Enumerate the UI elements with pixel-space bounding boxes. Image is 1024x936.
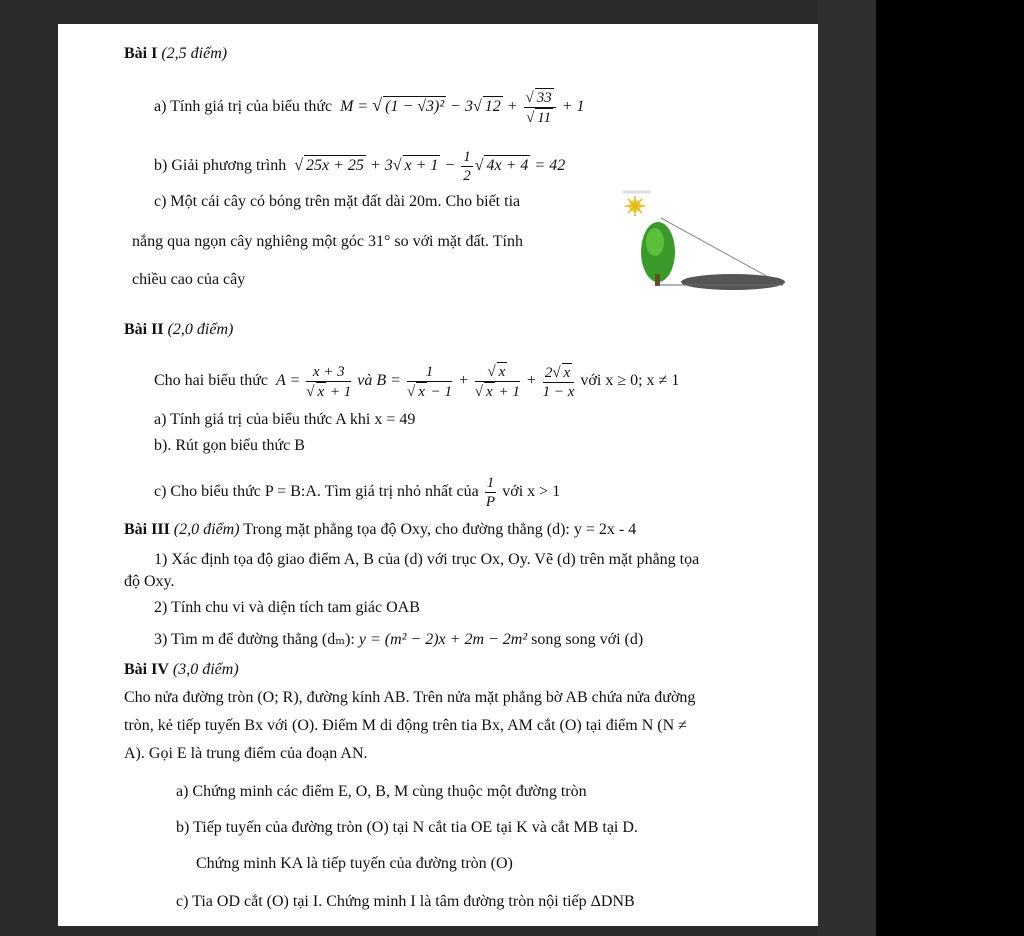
frame-left — [0, 0, 58, 936]
b4-a: a) Chứng minh các điểm E, O, B, M cùng thuộc một đường tròn — [176, 783, 587, 800]
tree-trunk — [655, 274, 660, 286]
b1-a-formula: M = √ (1 − √3)² − 3√ 12 + $\frac{√ 33}{√ 11}$ + 1 — [336, 90, 585, 126]
b3-q2: 2) Tính chu vi và diện tích tam giác OAB — [154, 599, 420, 616]
section-title-2 — [124, 320, 233, 340]
b1-c-line1: c) Một cái cây có bóng trên mặt đất dài 20m. Cho biết tia — [154, 193, 521, 210]
b3-q3-text: 3) Tìm m để đường thẳng (dₘ): — [154, 631, 355, 648]
shadow-icon — [681, 274, 785, 290]
tree-shadow-illustration — [613, 190, 788, 315]
b1-c-line3: chiều cao của cây — [132, 271, 246, 288]
b1-b-text: b) Giải phương trình — [154, 157, 287, 175]
b2-a: a) Tính giá trị của biểu thức A khi x = 49 — [154, 411, 416, 428]
section-label: Bài II — [124, 321, 164, 338]
b4-para-line2: tròn, kẻ tiếp tuyến Bx với (O). Điểm M di động trên tia Bx, AM cắt (O) tại điểm N (N ≠ — [124, 717, 687, 734]
section-points: (2,0 điểm) — [173, 521, 240, 538]
b4-para-line3: A). Gọi E là trung điểm của đoạn AN. — [124, 745, 368, 762]
b1-question-a — [154, 88, 585, 127]
b1-question-b — [154, 148, 565, 185]
b3-q1-line2: độ Oxy. — [124, 573, 175, 590]
document-page — [58, 24, 818, 926]
section-title-3 — [124, 520, 636, 540]
frame-top — [58, 0, 818, 24]
section-label: Bài III — [124, 521, 170, 538]
b1-a-text: a) Tính giá trị của biểu thức — [154, 98, 333, 116]
section-label: Bài IV — [124, 661, 169, 678]
b4-b-line2: Chứng minh KA là tiếp tuyến của đường tròn (O) — [196, 855, 513, 872]
b2-intro — [154, 362, 679, 401]
frame-bottom — [58, 926, 818, 936]
b2-c-condition: với x > 1 — [502, 483, 561, 501]
sun-ray-line — [661, 218, 781, 284]
b1-c-line2: nắng qua ngọn cây nghiêng một góc 31° so với mặt đất. Tính — [132, 233, 523, 250]
section-label: Bài I — [124, 45, 158, 62]
b1-b-formula: √ 25x + 25 + 3√ x + 1 − $\frac{1}{2}$ √ 4x + 4 = 42 — [290, 149, 566, 184]
b2-condition: với x ≥ 0; x ≠ 1 — [580, 372, 680, 390]
b2-c-text: c) Cho biểu thức P = B:A. Tìm giá trị nhỏ nhất của — [154, 483, 479, 501]
b3-q3 — [154, 630, 643, 650]
b2-c — [154, 474, 560, 511]
b3-q1-line1: 1) Xác định tọa độ giao điểm A, B của (d) với trục Ox, Oy. Vẽ (d) trên mặt phẳng tọa — [154, 551, 700, 568]
b2-b: b). Rút gọn biểu thức B — [154, 437, 305, 454]
b3-intro: Trong mặt phẳng tọa độ Oxy, cho đường thẳng (d): y = 2x - 4 — [243, 521, 637, 538]
b3-q3-tail: song song với (d) — [531, 631, 644, 648]
section-title-4 — [124, 660, 239, 680]
b3-q3-equation: y = (m² − 2)x + 2m − 2m² — [358, 631, 528, 648]
b4-b-line1: b) Tiếp tuyến của đường tròn (O) tại N cắt tia OE tại K và cắt MB tại D. — [176, 819, 638, 836]
section-points: (2,5 điểm) — [161, 45, 228, 62]
frame-far-right — [876, 0, 1024, 936]
section-title-1 — [124, 44, 227, 64]
b4-c: c) Tia OD cắt (O) tại I. Chứng minh I là tâm đường tròn nội tiếp ΔDNB — [176, 893, 635, 910]
tree-highlight — [646, 228, 664, 256]
b2-c-fraction: $\frac{1}{P}$ — [485, 475, 496, 510]
b2-formula: A = $\frac{x + 3}{√ x + 1}$ và B = $\frac{1}{√ x - 1}$ + $\frac{√ x}{√ x + 1}$ + $\frac{2√ x}{1 - x}$ — [271, 363, 575, 400]
b2-intro-text: Cho hai biểu thức — [154, 372, 268, 390]
sun-rays — [625, 196, 645, 216]
frame-right — [818, 0, 876, 936]
section-points: (3,0 điểm) — [172, 661, 239, 678]
section-points: (2,0 điểm) — [167, 321, 234, 338]
b4-para-line1: Cho nửa đường tròn (O; R), đường kính AB. Trên nửa mặt phẳng bờ AB chứa nửa đường — [124, 689, 696, 706]
